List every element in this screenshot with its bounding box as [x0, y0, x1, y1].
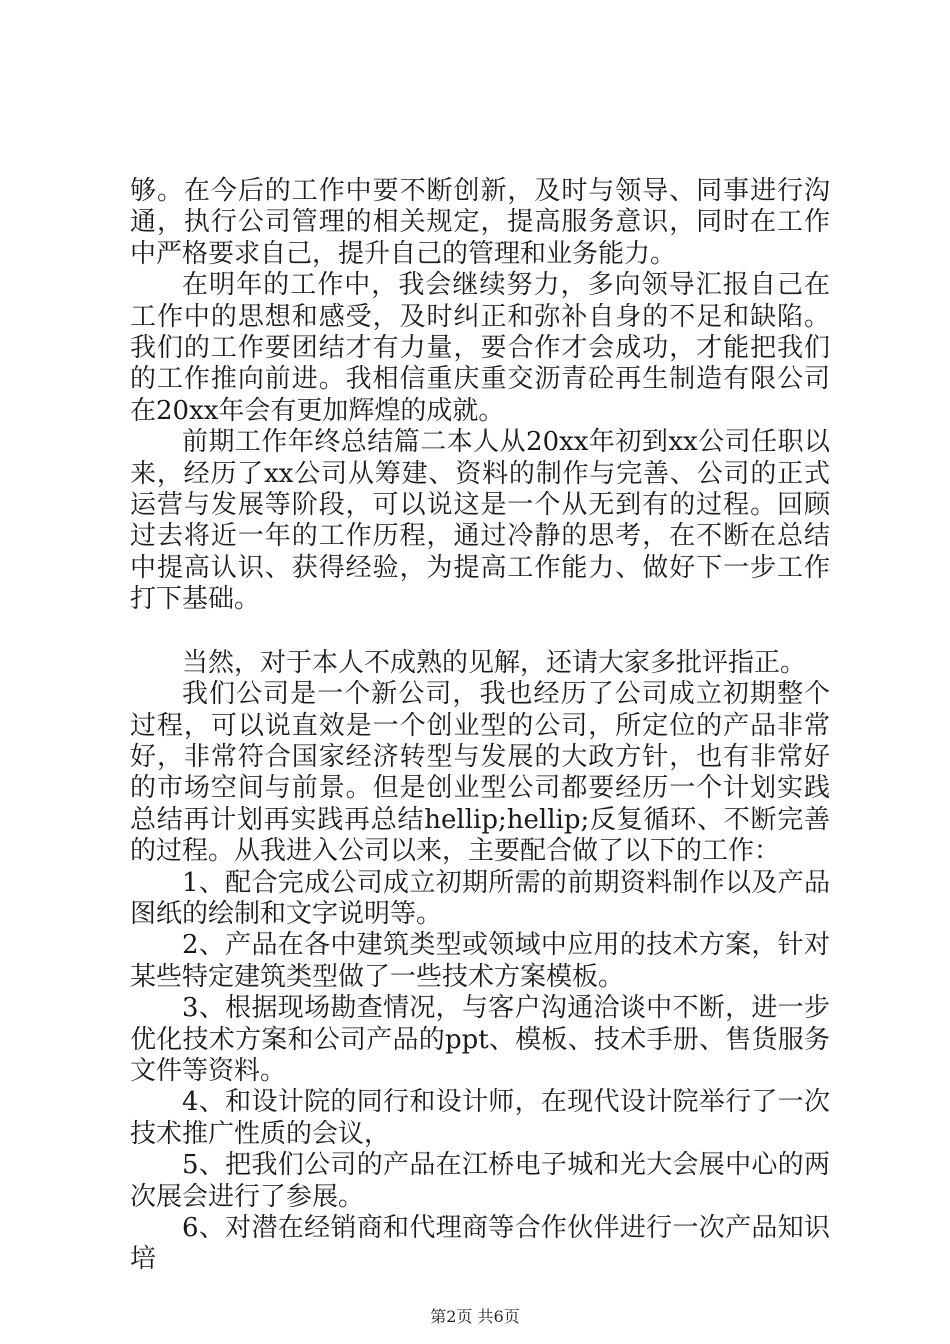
- list-item-1: 1、配合完成公司成立初期所需的前期资料制作以及产品图纸的绘制和文字说明等。: [130, 867, 830, 929]
- paragraph-continuation: 够。在今后的工作中要不断创新，及时与领导、同事进行沟通，执行公司管理的相关规定，提高服务意识，同时在工作中严格要求自己，提升自己的管理和业务能力。: [130, 176, 830, 269]
- list-item-4: 4、和设计院的同行和设计师，在现代设计院举行了一次技术推广性质的会议，: [130, 1087, 830, 1149]
- paragraph-next-year-work: 在明年的工作中，我会继续努力，多向领导汇报自己在工作中的思想和感受，及时纠正和弥补自身的不足和缺陷。我们的工作要团结才有力量，要合作才会成功，才能把我们的工作推向前进。我相信重庆重交沥青砼再生制造有限公司在20xx年会有更加辉煌的成就。: [130, 270, 830, 426]
- list-item-3: 3、根据现场勘查情况，与客户沟通洽谈中不断，进一步优化技术方案和公司产品的ppt、模板、技术手册、售货服务文件等资料。: [130, 993, 830, 1086]
- list-item-2: 2、产品在各中建筑类型或领域中应用的技术方案，针对某些特定建筑类型做了一些技术方案模板。: [130, 930, 830, 992]
- paragraph-summary-part-two: 前期工作年终总结篇二本人从20xx年初到xx公司任职以来，经历了xx公司从筹建、资料的制作与完善、公司的正式运营与发展等阶段，可以说这是一个从无到有的过程。回顾过去将近一年的工作历程，通过冷静的思考，在不断在总结中提高认识、获得经验，为提高工作能力、做好下一步工作打下基础。: [130, 427, 830, 615]
- document-body: [130, 176, 830, 1276]
- list-item-6: 6、对潜在经销商和代理商等合作伙伴进行一次产品知识培: [130, 1213, 830, 1275]
- list-item-5: 5、把我们公司的产品在江桥电子城和光大会展中心的两次展会进行了参展。: [130, 1150, 830, 1212]
- paragraph-closing-remark: 当然，对于本人不成熟的见解，还请大家多批评指正。: [182, 647, 807, 678]
- page-number-footer: 第2页 共6页: [430, 1307, 520, 1326]
- paragraph-company-intro: 我们公司是一个新公司，我也经历了公司成立初期整个过程，可以说直效是一个创业型的公司，所定位的产品非常好，非常符合国家经济转型与发展的大政方针，也有非常好的市场空间与前景。但是创业型公司都要经历一个计划实践总结再计划再实践再总结hellip;hellip;反复循环、不断完善的过程。从我进入公司以来，主要配合做了以下的工作：: [130, 679, 830, 867]
